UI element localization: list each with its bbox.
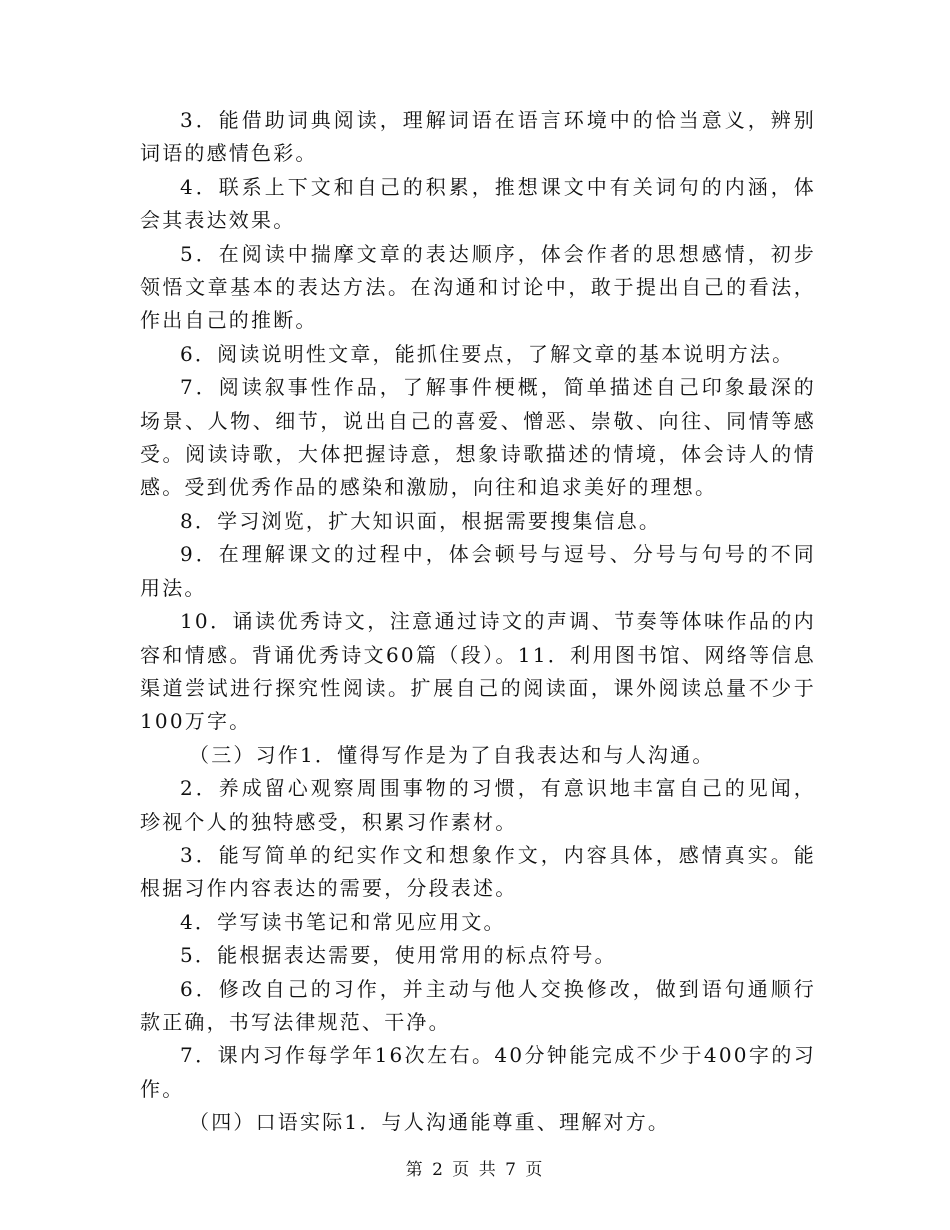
- body-text: [140, 104, 816, 1140]
- paragraph-10-11: 10．诵读优秀诗文，注意通过诗文的声调、节奏等体味作品的内容和情感。背诵优秀诗文60篇（段）。11．利用图书馆、网络等信息渠道尝试进行探究性阅读。扩展自己的阅读面，课外阅读总量不少于100万字。: [140, 609, 816, 734]
- page-number: 第 2 页 共 7 页: [405, 1160, 545, 1180]
- section-writing-heading: （三）习作1．懂得写作是为了自我表达和与人沟通。: [189, 742, 715, 767]
- paragraph-4: 4．联系上下文和自己的积累，推想课文中有关词句的内涵，体会其表达效果。: [140, 174, 816, 233]
- writing-item-3: 3．能写简单的纪实作文和想象作文，内容具体，感情真实。能根据习作内容表达的需要，分段表述。: [140, 842, 816, 901]
- paragraph-8: 8．学习浏览，扩大知识面，根据需要搜集信息。: [180, 508, 662, 533]
- paragraph-6: 6．阅读说明性文章，能抓住要点，了解文章的基本说明方法。: [180, 341, 795, 366]
- paragraph-7: 7．阅读叙事性作品，了解事件梗概，简单描述自己印象最深的场景、人物、细节，说出自己的喜爱、憎恶、崇敬、向往、同情等感受。阅读诗歌，大体把握诗意，想象诗歌描述的情境，体会诗人的情感。受到优秀作品的感染和激励，向往和追求美好的理想。: [140, 375, 816, 500]
- paragraph-9: 9．在理解课文的过程中，体会顿号与逗号、分号与句号的不同用法。: [140, 542, 816, 600]
- writing-item-2: 2．养成留心观察周围事物的习惯，有意识地丰富自己的见闻，珍视个人的独特感受，积累习作素材。: [140, 776, 816, 834]
- page-footer: [0, 1155, 950, 1180]
- writing-item-4: 4．学写读书笔记和常见应用文。: [180, 909, 506, 934]
- paragraph-3: 3．能借助词典阅读，理解词语在语言环境中的恰当意义，辨别词语的感情色彩。: [140, 108, 816, 166]
- writing-item-5: 5．能根据表达需要，使用常用的标点符号。: [180, 943, 617, 968]
- section-speaking-heading: （四）口语实际1．与人沟通能尊重、理解对方。: [189, 1110, 671, 1135]
- writing-item-6: 6．修改自己的习作，并主动与他人交换修改，做到语句通顺行款正确，书写法律规范、干净。: [140, 976, 816, 1034]
- paragraph-5: 5．在阅读中揣摩文章的表达顺序，体会作者的思想感情，初步领悟文章基本的表达方法。在沟通和讨论中，敢于提出自己的看法，作出自己的推断。: [140, 241, 816, 333]
- writing-item-7: 7．课内习作每学年16次左右。40分钟能完成不少于400字的习作。: [140, 1043, 816, 1101]
